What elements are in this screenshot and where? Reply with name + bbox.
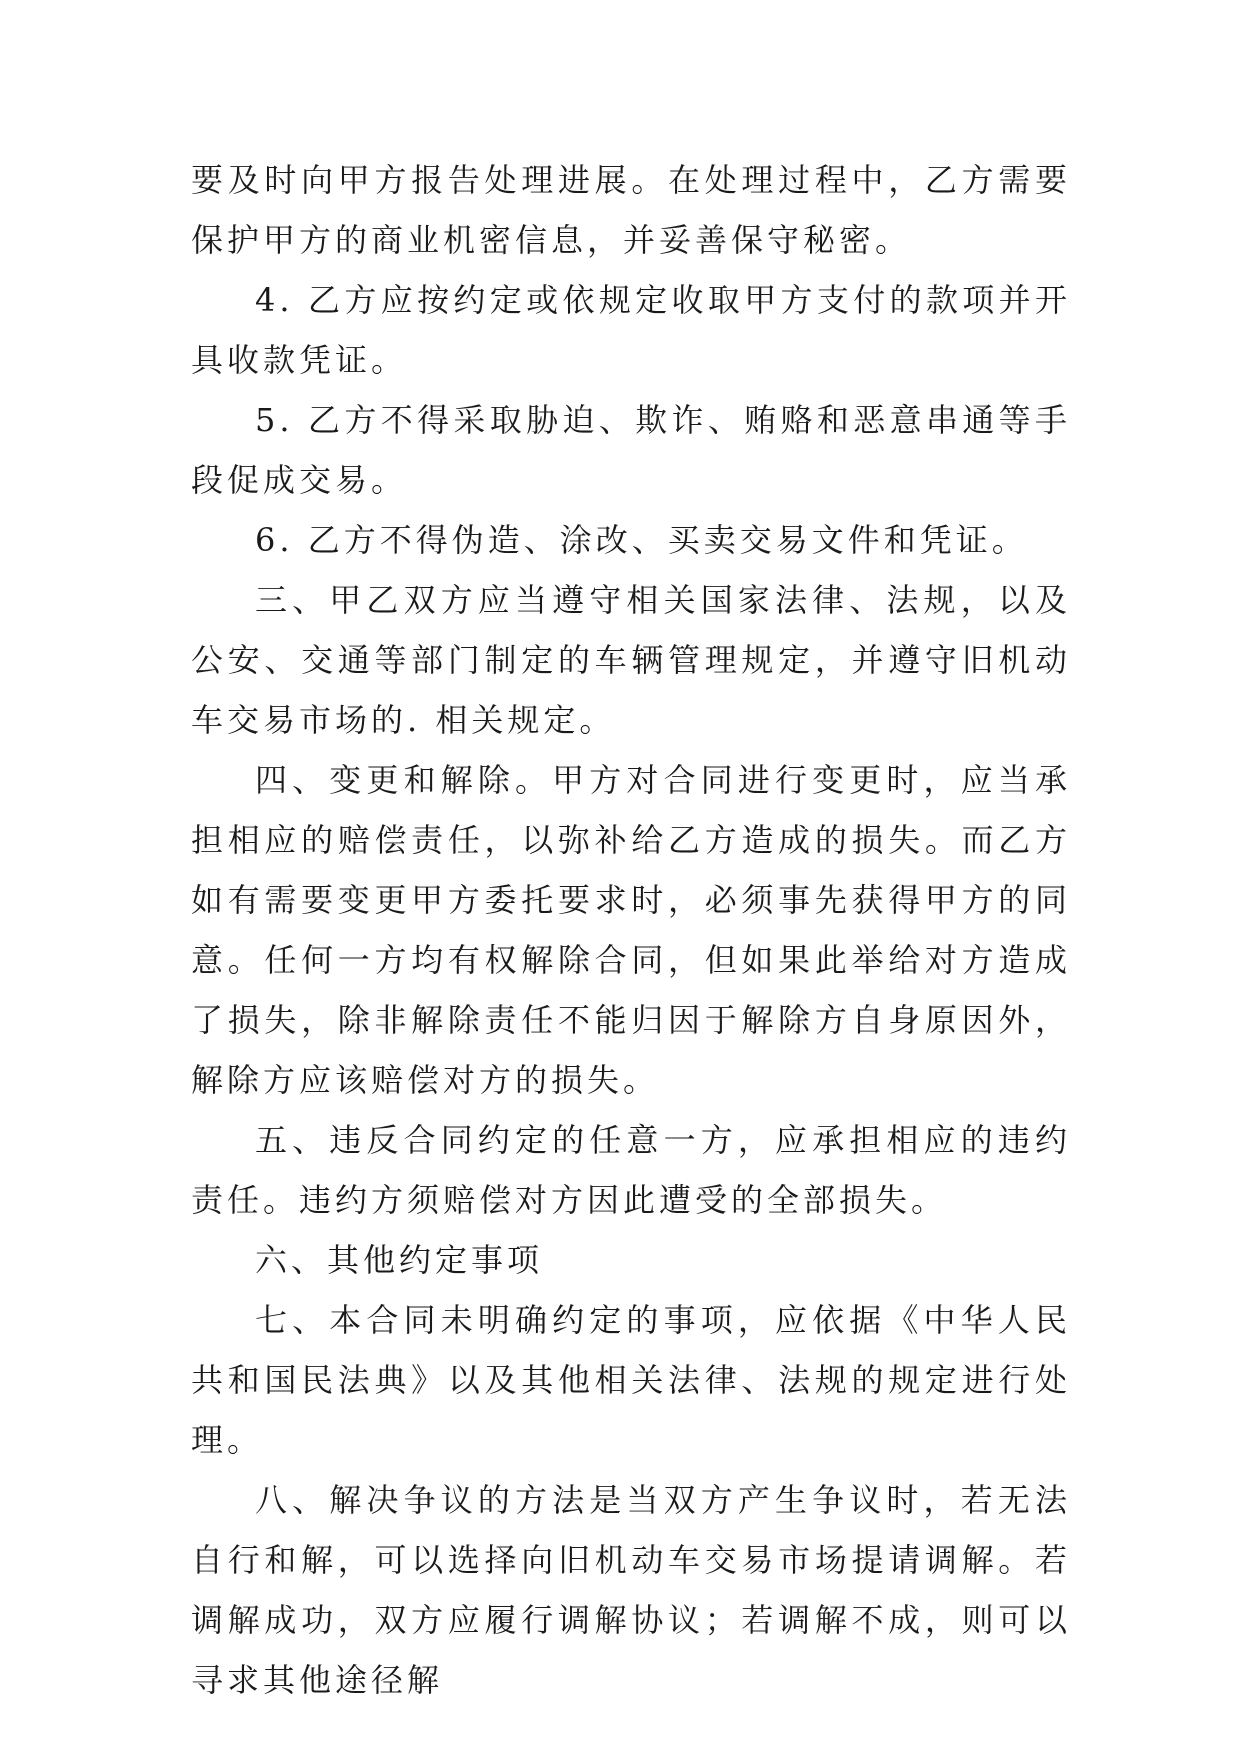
paragraph-section-8: 八、解决争议的方法是当双方产生争议时，若无法自行和解，可以选择向旧机动车交易市场提请调解。若调解成功，双方应履行调解协议；若调解不成，则可以寻求其他途径解 bbox=[191, 1481, 1071, 1699]
paragraph-section-6: 六、其他约定事项 bbox=[255, 1241, 544, 1279]
paragraph-clause-6: 6. 乙方不得伪造、涂改、买卖交易文件和凭证。 bbox=[255, 521, 1028, 559]
paragraph-section-5: 五、违反合同约定的任意一方，应承担相应的违约责任。违约方须赔偿对方因此遭受的全部损失。 bbox=[191, 1121, 1071, 1219]
document-body bbox=[191, 150, 1071, 1710]
paragraph-section-7: 七、本合同未明确约定的事项，应依据《中华人民共和国民法典》以及其他相关法律、法规的规定进行处理。 bbox=[191, 1301, 1071, 1459]
paragraph-clause-5: 5. 乙方不得采取胁迫、欺诈、贿赂和恶意串通等手段促成交易。 bbox=[191, 401, 1071, 499]
paragraph-clause-4: 4. 乙方应按约定或依规定收取甲方支付的款项并开具收款凭证。 bbox=[191, 281, 1071, 379]
paragraph-continuation: 要及时向甲方报告处理进展。在处理过程中，乙方需要保护甲方的商业机密信息，并妥善保守秘密。 bbox=[191, 161, 1071, 259]
paragraph-section-3: 三、甲乙双方应当遵守相关国家法律、法规，以及公安、交通等部门制定的车辆管理规定，并遵守旧机动车交易市场的. 相关规定。 bbox=[191, 581, 1071, 739]
paragraph-section-4: 四、变更和解除。甲方对合同进行变更时，应当承担相应的赔偿责任，以弥补给乙方造成的损失。而乙方如有需要变更甲方委托要求时，必须事先获得甲方的同意。任何一方均有权解除合同，但如果此举给对方造成了损失，除非解除责任不能归因于解除方自身原因外，解除方应该赔偿对方的损失。 bbox=[191, 761, 1071, 1099]
